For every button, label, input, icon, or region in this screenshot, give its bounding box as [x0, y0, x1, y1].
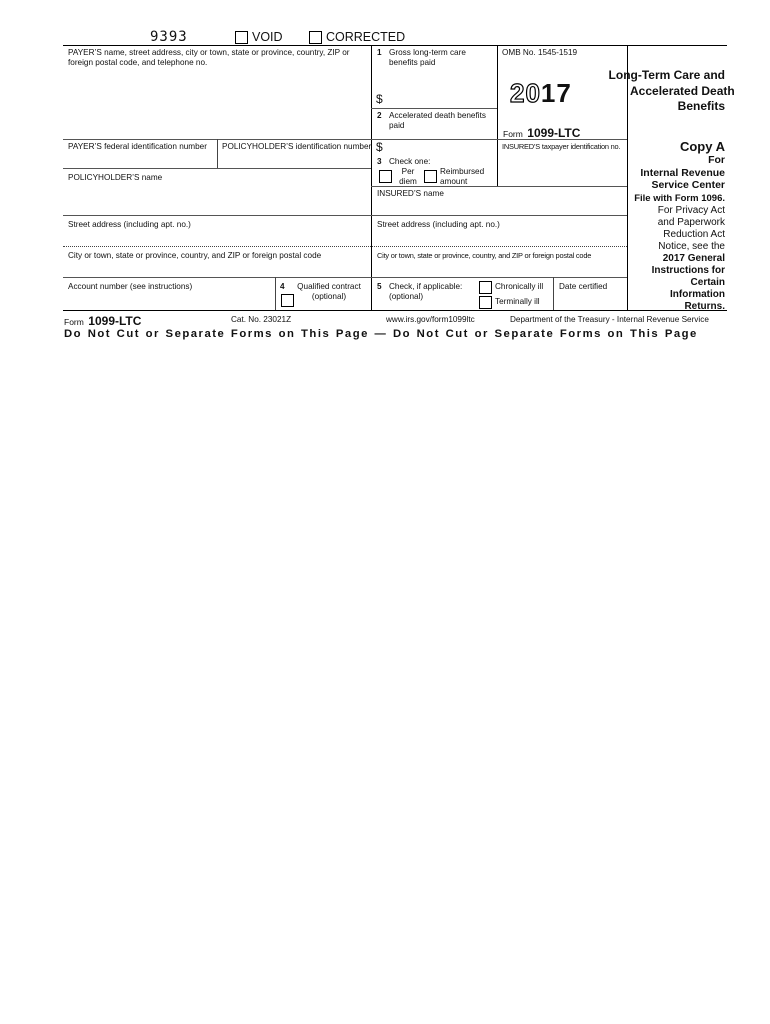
- general-line-3: Certain: [690, 276, 725, 288]
- general-line-2: Instructions for: [651, 264, 725, 276]
- box3-label: Check one:: [389, 157, 431, 166]
- footer-form-name: 1099-LTC: [88, 314, 142, 328]
- title-line-1: Long-Term Care and: [608, 68, 725, 82]
- qualified-contract-checkbox[interactable]: [281, 294, 294, 307]
- box2-dollar-sign: $: [376, 140, 383, 154]
- void-checkbox[interactable]: [235, 31, 248, 44]
- insured-name-label: INSURED’S name: [377, 189, 444, 198]
- divider-box1-box2: [371, 108, 497, 109]
- box5-label: Check, if applicable: (optional): [389, 282, 463, 301]
- right-panel-title: [608, 68, 735, 115]
- divider-street-row: [63, 246, 627, 247]
- date-certified-label: Date certified: [559, 282, 608, 291]
- divider-account-box4: [275, 277, 276, 310]
- form-name-top: 1099-LTC: [527, 126, 581, 140]
- privacy-line-4: Notice, see the: [658, 240, 725, 252]
- box2-number: 2: [377, 111, 382, 120]
- right-panel-copy: [630, 139, 725, 313]
- terminally-ill-checkbox[interactable]: [479, 296, 492, 309]
- for-label: For: [708, 154, 725, 166]
- divider-payer-boxes: [371, 45, 372, 310]
- insured-city-label: City or town, state or province, country, and ZIP or foreign postal code: [377, 251, 592, 260]
- corrected-label: CORRECTED: [326, 30, 406, 44]
- divider-box2-box3: [371, 139, 497, 140]
- footer-department: Department of the Treasury - Internal Revenue Service: [510, 315, 709, 324]
- box5-number: 5: [377, 282, 382, 291]
- box1-dollar-sign: $: [376, 92, 383, 106]
- reimbursed-amount-label: Reimbursed amount: [440, 167, 485, 186]
- insured-tin-label: INSURED’S taxpayer identification no.: [502, 142, 621, 151]
- omb-number: OMB No. 1545-1519: [502, 48, 578, 57]
- per-diem-checkbox[interactable]: [379, 170, 392, 183]
- file-with-form: File with Form 1096.: [634, 192, 725, 204]
- payer-name-label: PAYER’S name, street address, city or town, state or province, country, ZIP or foreign postal code, and telephone no.: [68, 48, 350, 67]
- box4-label: Qualified contract (optional): [297, 282, 361, 301]
- do-not-cut-notice: Do Not Cut or Separate Forms on This Page — Do Not Cut or Separate Forms on This Page: [64, 328, 698, 340]
- box1-label: Gross long-term care benefits paid: [389, 48, 466, 67]
- policyholder-city-label: City or town, state or province, country, and ZIP or foreign postal code: [68, 251, 322, 260]
- divider-box5-date: [553, 277, 554, 310]
- copy-a-label: Copy A: [679, 139, 725, 154]
- chronically-ill-label: Chronically ill: [495, 282, 544, 291]
- chronically-ill-checkbox[interactable]: [479, 281, 492, 294]
- box3-number: 3: [377, 157, 382, 166]
- general-line-1: 2017 General: [662, 252, 725, 264]
- footer-form-prefix: Form: [64, 317, 84, 327]
- tax-year-outline: 20: [510, 78, 541, 108]
- irs-line-1: Internal Revenue: [640, 166, 725, 179]
- general-line-5: Returns.: [684, 300, 725, 312]
- divider-omb-rightpanel: [627, 45, 628, 310]
- box1-number: 1: [377, 48, 382, 57]
- privacy-line-2: and Paperwork: [657, 216, 725, 228]
- box4-number: 4: [280, 282, 285, 291]
- terminally-ill-label: Terminally ill: [495, 297, 540, 306]
- tax-year: [510, 78, 572, 109]
- form-code: 9393: [150, 29, 188, 45]
- payer-fedid-label: PAYER’S federal identification number: [68, 142, 207, 151]
- policyholder-id-label: POLICYHOLDER’S identification number: [222, 142, 372, 151]
- form-bottom-border: [63, 310, 727, 311]
- insured-street-label: Street address (including apt. no.): [377, 220, 500, 229]
- reimbursed-amount-checkbox[interactable]: [424, 170, 437, 183]
- per-diem-label: Per diem: [399, 167, 417, 186]
- box2-label: Accelerated death benefits paid: [389, 111, 486, 130]
- policyholder-street-label: Street address (including apt. no.): [68, 220, 191, 229]
- footer-cat-no: Cat. No. 23021Z: [231, 315, 292, 324]
- divider-polname-row: [63, 215, 627, 216]
- general-line-4: Information: [670, 288, 725, 300]
- account-number-label: Account number (see instructions): [68, 282, 193, 291]
- title-line-3: Benefits: [677, 99, 725, 113]
- privacy-line-3: Reduction Act: [663, 228, 725, 240]
- corrected-checkbox[interactable]: [309, 31, 322, 44]
- divider-city-row: [63, 277, 627, 278]
- privacy-line-1: For Privacy Act: [657, 204, 725, 216]
- irs-line-2: Service Center: [651, 179, 725, 191]
- divider-polid-row: [63, 168, 371, 169]
- void-label: VOID: [252, 30, 283, 44]
- form-id-top: [503, 124, 580, 142]
- form-prefix-top: Form: [503, 129, 523, 139]
- tax-year-bold: 17: [540, 78, 572, 108]
- footer-url[interactable]: www.irs.gov/form1099ltc: [386, 315, 475, 324]
- policyholder-name-label: POLICYHOLDER’S name: [68, 173, 163, 182]
- title-line-2: Accelerated Death: [630, 83, 735, 98]
